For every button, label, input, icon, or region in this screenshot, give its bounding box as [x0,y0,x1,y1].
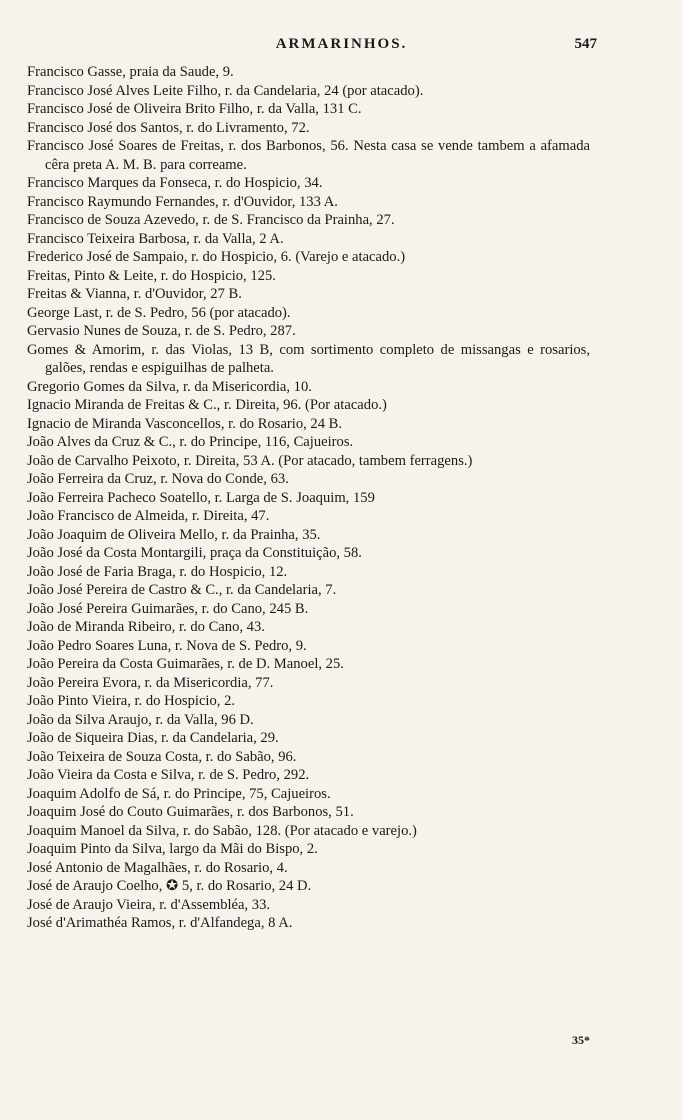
directory-entry: Joaquim Manoel da Silva, r. do Sabão, 128. (Por atacado e varejo.) [27,822,417,839]
directory-entry: João Francisco de Almeida, r. Direita, 47. [27,508,270,524]
running-title: ARMARINHOS. [275,36,408,52]
directory-entry: João Alves da Cruz & C., r. do Principe, 116, Cajueiros. [27,434,354,450]
directory-entry: Francisco José Alves Leite Filho, r. da Candelaria, 24 (por atacado). [27,82,424,99]
directory-entry: João Pedro Soares Luna, r. Nova de S. Pedro, 9. [27,637,307,654]
directory-entry: Ignacio Miranda de Freitas & C., r. Direita, 96. (Por atacado.) [27,397,387,413]
directory-entry: João Ferreira Pacheco Soatello, r. Larga de S. Joaquim, 159 [27,489,375,506]
directory-entry: João José de Faria Braga, r. do Hospicio, 12. [27,563,288,580]
page-header [0,36,683,58]
directory-entry: Freitas, Pinto & Leite, r. do Hospicio, 125. [27,267,276,284]
directory-entry: João da Silva Araujo, r. da Valla, 96 D. [27,711,254,728]
directory-entry: Francisco José de Oliveira Brito Filho, r. da Valla, 131 C. [27,101,362,117]
directory-entry: João de Miranda Ribeiro, r. do Cano, 43. [27,619,265,635]
directory-entry: Francisco Marques da Fonseca, r. do Hospicio, 34. [27,175,323,191]
directory-entry: Freitas & Vianna, r. d'Ouvidor, 27 B. [27,286,242,302]
directory-entry: José de Araujo Coelho, ✪ 5, r. do Rosario, 24 D. [27,878,312,894]
directory-entry: João Vieira da Costa e Silva, r. de S. Pedro, 292. [27,767,310,783]
directory-entry: João José Pereira Guimarães, r. do Cano, 245 B. [27,600,309,617]
directory-entry: Joaquim José do Couto Guimarães, r. dos Barbonos, 51. [27,804,354,820]
directory-entry: Gervasio Nunes de Souza, r. de S. Pedro, 287. [27,323,296,339]
directory-entry: Francisco José Soares de Freitas, r. dos Barbonos, 56. Nesta casa se vende tambem a afamada cêra preta A. M. B. para correame. [27,138,590,173]
directory-entry: Gomes & Amorim, r. das Violas, 13 B, com sortimento completo de missangas e rosarios, galões, rendas e espiguilhas de palheta. [27,341,590,376]
directory-entry: Joaquim Adolfo de Sá, r. do Principe, 75, Cajueiros. [27,785,331,802]
directory-entry: José Antonio de Magalhães, r. do Rosario, 4. [27,859,288,876]
directory-entry: João de Carvalho Peixoto, r. Direita, 53 A. (Por atacado, tambem ferragens.) [27,452,473,469]
directory-entry: Francisco Gasse, praia da Saude, 9. [27,64,234,80]
directory-entry: João Teixeira de Souza Costa, r. do Sabão, 96. [27,748,297,765]
directory-entry: João Joaquim de Oliveira Mello, r. da Prainha, 35. [27,526,321,543]
directory-entry: Joaquim Pinto da Silva, largo da Mãi do Bispo, 2. [27,841,318,857]
directory-entry: José d'Arimathéa Ramos, r. d'Alfandega, 8 A. [27,915,293,931]
directory-entry: João Pereira Evora, r. da Misericordia, 77. [27,674,274,691]
directory-entry: João Ferreira da Cruz, r. Nova do Conde, 63. [27,471,289,487]
directory-entry: Ignacio de Miranda Vasconcellos, r. do Rosario, 24 B. [27,415,343,432]
directory-entry: George Last, r. de S. Pedro, 56 (por atacado). [27,304,291,321]
entry-list [27,63,590,933]
page-number: 547 [574,36,597,52]
directory-entry: Francisco de Souza Azevedo, r. de S. Francisco da Prainha, 27. [27,212,395,228]
directory-entry: Francisco José dos Santos, r. do Livramento, 72. [27,119,310,136]
directory-entry: João José da Costa Montargili, praça da Constituição, 58. [27,545,362,561]
directory-entry: João José Pereira de Castro & C., r. da Candelaria, 7. [27,582,337,598]
directory-entry: Gregorio Gomes da Silva, r. da Misericordia, 10. [27,378,312,395]
directory-entry: João de Siqueira Dias, r. da Candelaria, 29. [27,730,279,746]
directory-entry: João Pinto Vieira, r. do Hospicio, 2. [27,693,236,709]
directory-entry: José de Araujo Vieira, r. d'Assembléa, 33. [27,896,271,913]
directory-entry: Frederico José de Sampaio, r. do Hospicio, 6. (Varejo e atacado.) [27,249,406,265]
signature-mark: 35* [572,1033,590,1047]
directory-entry: João Pereira da Costa Guimarães, r. de D. Manoel, 25. [27,656,344,672]
directory-entry: Francisco Raymundo Fernandes, r. d'Ouvidor, 133 A. [27,193,338,210]
directory-entry: Francisco Teixeira Barbosa, r. da Valla, 2 A. [27,230,284,247]
